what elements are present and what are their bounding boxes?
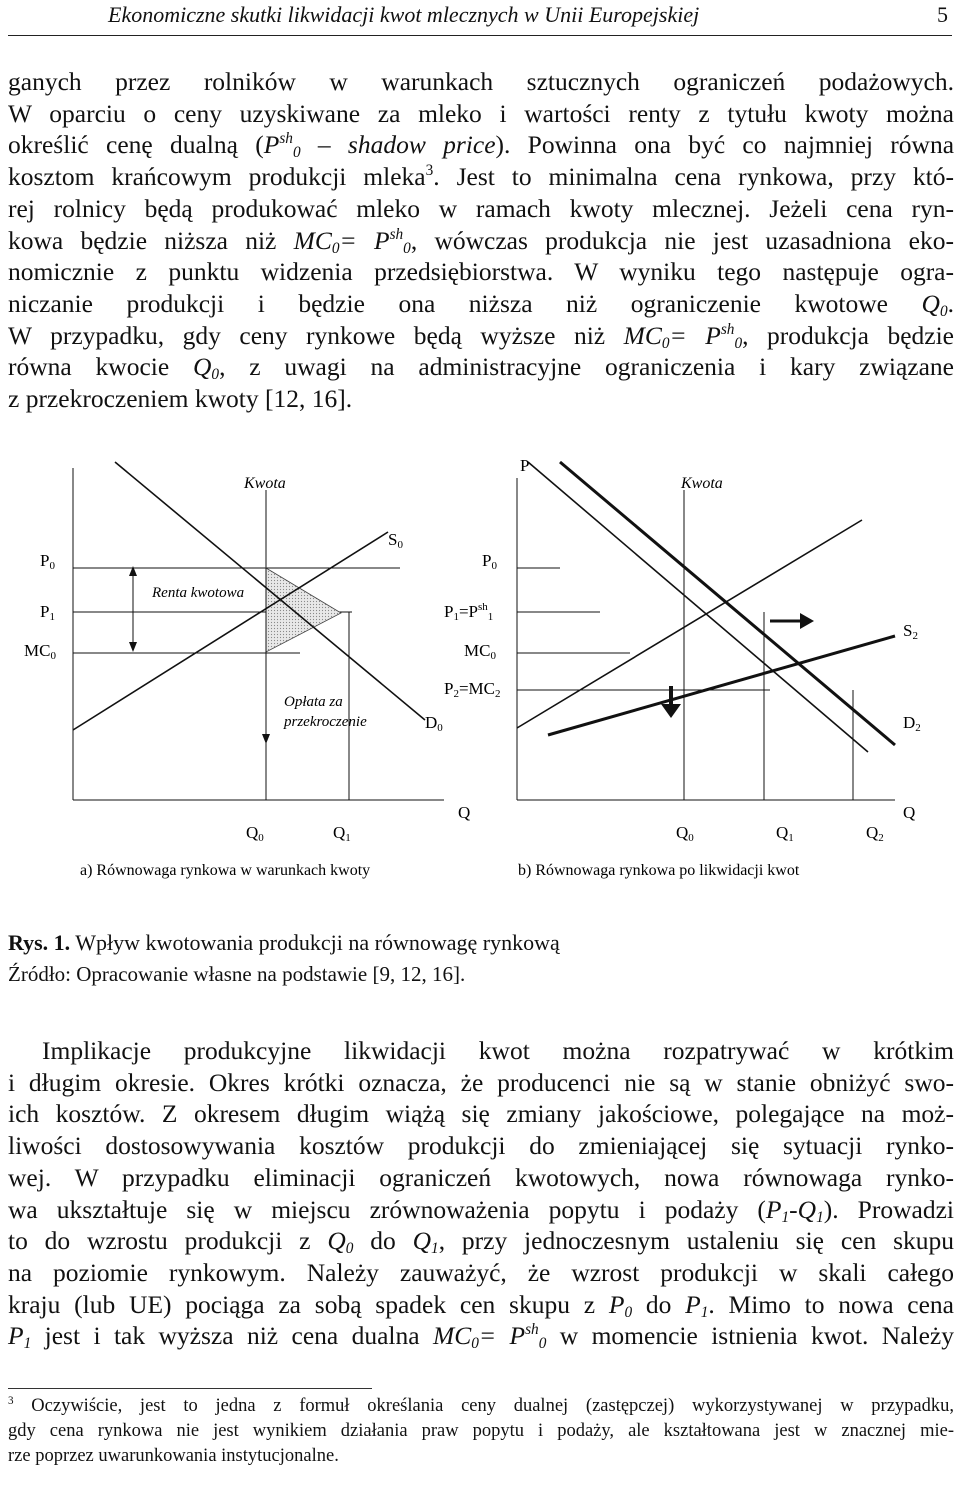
p1-line-4: kosztom krańcowym produkcji mleka$^3$. Jest to minimalna cena rynkowa, przy któ- — [8, 162, 954, 192]
p2-line-8: na poziomie rynkowym. Należy zauważyć, że wzrost produkcji w skali całego — [8, 1257, 954, 1287]
panel-a-q1-label: Q1 — [333, 823, 351, 844]
figure-label: Rys. 1. — [8, 930, 71, 955]
panel-b — [444, 456, 921, 879]
panel-a-oplata-label-1: Opłata za — [284, 694, 343, 710]
p1-line-10: równa kwocie $Q_0$, z uwagi na administracyjne ograniczenia i kary związane — [8, 352, 954, 384]
page-number: 5 — [937, 2, 948, 27]
panel-a-renta-label: Renta kwotowa — [152, 585, 245, 601]
p2-line-10: $P_1$ jest i tak wyższa niż cena dualna $MC_0= P^{sh}_0$ w momencie istnienia kwot. Należy — [8, 1321, 954, 1353]
panel-a-q-axis-label: Q — [458, 803, 471, 822]
panel-a-shaded-area — [266, 568, 341, 652]
figure-caption: Rys. 1. Wpływ kwotowania produkcji na równowagę rynkową — [8, 930, 560, 955]
panel-b-q1-label: Q1 — [776, 823, 794, 844]
panel-b-q2-label: Q2 — [866, 823, 884, 844]
panel-a-q0-label: Q0 — [246, 823, 264, 844]
p1-line-9: W przypadku, gdy ceny rynkowe będą wyższe niż $MC_0= P^{sh}_0$, produkcja będzie — [8, 320, 954, 352]
p1-line-8: niczanie produkcji i będzie ona niższa niż ograniczenie kwotowe $Q_0$. — [8, 288, 954, 320]
figure-1-svg — [0, 450, 960, 890]
p2-line-4: liwości dostosowywania kosztów produkcji do zmieniającej się sytuacji rynko- — [8, 1131, 954, 1161]
panel-b-supply-s2 — [548, 636, 895, 735]
p1-line-3: określić cenę dualną ($P^{sh}_0$ – shadow price). Powinna ona być co najmniej równa — [8, 130, 955, 162]
p2-line-6: wa ukształtuje się w miejscu zrównoważenia popytu i podaży $(P_1-Q_1)$. Prowadzi — [8, 1194, 954, 1226]
paragraph-2 — [8, 1035, 954, 1352]
panel-b-p1-label: $P1=P^{sh}_1$ — [444, 601, 494, 623]
p2-line-3: ich kosztów. Z okresem długim wiążą się zmiany jakościowe, polegające na moż- — [8, 1099, 954, 1129]
panel-b-q-axis-label: Q — [903, 803, 916, 822]
header-rule — [8, 35, 952, 36]
panel-b-mc0-label: MC0 — [464, 641, 496, 662]
footnote-rule — [8, 1388, 372, 1389]
panel-b-demand-d0 — [528, 462, 868, 752]
paragraph-1 — [8, 66, 954, 415]
footnote-line-3: rze poprzez uwarunkowania instytucjonalne. — [8, 1446, 339, 1466]
p2-line-9: kraju (lub UE) pociąga za sobą spadek cen skupu z $P_0$ do $P_1$. Mimo to nowa cena — [8, 1289, 954, 1321]
p1-line-5: rej rolnicy będą produkować mleko w ramach kwoty mlecznej. Jeżeli cena ryn- — [8, 193, 954, 223]
panel-a-caption: a) Równowaga rynkowa w warunkach kwoty — [80, 862, 371, 879]
footnote-line-2: gdy cena rynkowa nie jest wynikiem działania praw popytu i podaży, ale kształtowana jest w znacznej mie- — [8, 1421, 954, 1441]
p1-line-7: nomicznie z punktu widzenia przedsiębiorstwa. W wyniku tego następuje ogra- — [8, 257, 954, 287]
panel-b-supply-s0 — [517, 520, 862, 728]
figure-1 — [0, 450, 960, 890]
panel-a — [24, 462, 470, 879]
panel-b-caption: b) Równowaga rynkowa po likwidacji kwot — [518, 862, 800, 879]
panel-b-p-axis-label: P — [520, 456, 530, 475]
footnote — [8, 1394, 954, 1469]
panel-b-p2-label: P2=MC2 — [444, 679, 501, 700]
p1-line-2: W oparciu o ceny uzyskiwane za mleko i wartości renty z tytułu kwoty można — [8, 98, 954, 128]
panel-b-demand-d2 — [560, 462, 895, 745]
footnote-ref: 3 — [425, 162, 434, 180]
panel-b-d2-label: D2 — [903, 713, 921, 734]
p2-line-7: to do wzrostu produkcji z $Q_0$ do $Q_1$, przy jednoczesnym ustaleniu się cen skupu — [8, 1226, 954, 1258]
p2-line-2: i długim okresie. Okres krótki oznacza, że producenci nie są w stanie obniżyć swo- — [8, 1067, 954, 1097]
panel-b-q0-label: Q0 — [676, 823, 694, 844]
panel-a-oplata-arrow — [262, 734, 270, 744]
panel-a-oplata-label-2: przekroczenie — [284, 714, 367, 730]
running-header — [0, 0, 960, 36]
panel-b-s2-label: S2 — [903, 621, 918, 642]
panel-b-p0-label: P0 — [482, 551, 497, 572]
p1-line-6: kowa będzie niższa niż $MC_0= P^{sh}_0$, wówczas produkcja nie jest uzasadniona eko- — [8, 225, 954, 257]
header-title: Ekonomiczne skutki likwidacji kwot mlecznych w Unii Europejskiej — [108, 2, 700, 27]
p2-line-5: wej. W przypadku eliminacji ograniczeń kwotowych, nowa równowaga rynko- — [8, 1162, 954, 1192]
panel-b-kwota-label: Kwota — [681, 475, 723, 492]
panel-a-mc0-label: MC0 — [24, 641, 56, 662]
p1-line-1: ganych przez rolników w warunkach sztucznych ograniczeń podażowych. — [8, 67, 954, 96]
panel-a-kwota-label: Kwota — [244, 475, 286, 492]
panel-a-p1-label: P1 — [40, 602, 55, 623]
p2-line-1: Implikacje produkcyjne likwidacji kwot można rozpatrywać w krótkim — [42, 1036, 954, 1065]
panel-a-d0-label: D0 — [425, 713, 443, 734]
p1-line-11: z przekroczeniem kwoty [12, 16]. — [8, 384, 353, 414]
figure-source: Źródło: Opracowanie własne na podstawie [9, 12, 16]. — [8, 962, 466, 986]
panel-a-p0-label: P0 — [40, 551, 55, 572]
footnote-line-1: $^3$ Oczywiście, jest to jedna z formuł określania ceny dualnej (zastępczej) wykorzystywanej w przypadku, — [8, 1394, 954, 1416]
panel-a-s0-label: S0 — [388, 530, 403, 551]
